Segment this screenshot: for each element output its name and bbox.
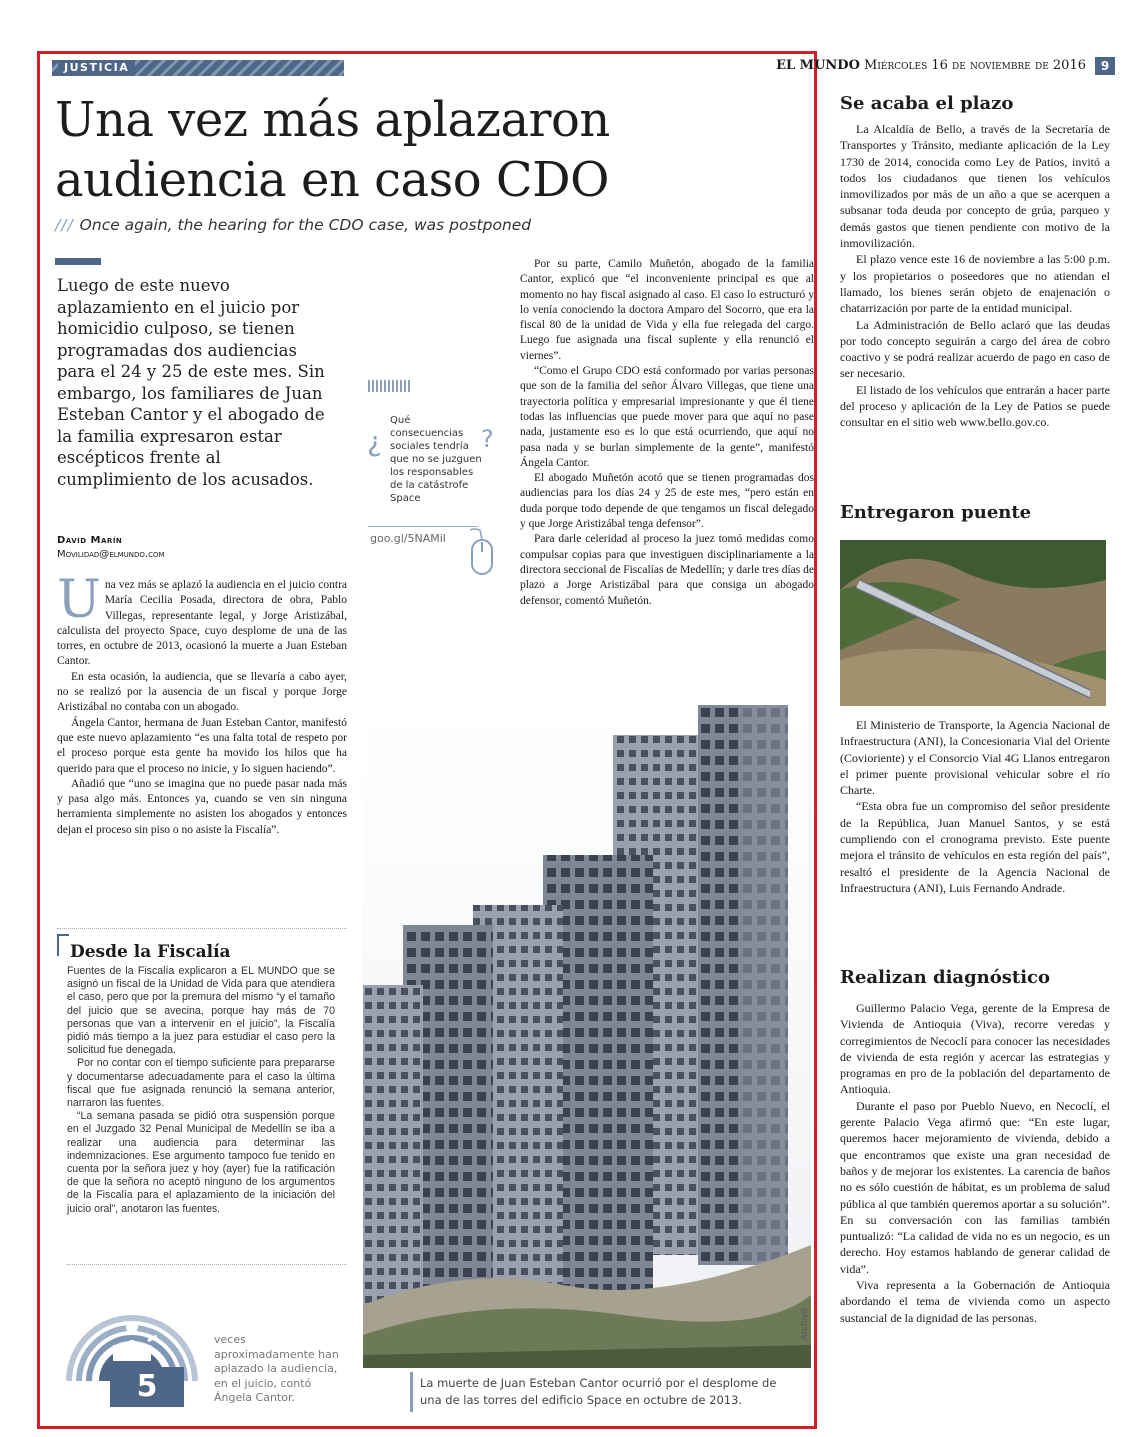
bridge-photo: [840, 540, 1106, 706]
newspaper-name: EL MUNDO: [776, 58, 860, 73]
paragraph: En esta ocasión, la audiencia, que se llevaría a cabo ayer, no se realizó por la ausencia de un fiscal y porque Jorge Aristizábal no contaba con un abogado.: [57, 670, 347, 714]
paragraph: La Administración de Bello aclaró que las deudas por todo concepto seguirán a cargo del área de cobro coactivo y se podrá realizar acuerdo de pago en caso de ser necesario.: [840, 317, 1110, 381]
photo-credit: Archivo: [800, 1308, 810, 1340]
question-open-mark: ¿: [367, 425, 382, 458]
paragraph: Por no contar con el tiempo suficiente para prepararse y documentarse adecuadamente para el caso la última fiscal que fue asignada renunció la semana anterior, narraron las fuentes.: [67, 1057, 335, 1110]
fiscalia-bracket: [57, 934, 69, 956]
paragraph: Una vez más se aplazó la audiencia en el juicio contra María Cecilia Posada, directora de obra, Pablo Villegas, representante legal, y Jorge Aristizábal, calculista del proyecto Space, cuyo desplome de una de las torres, en octubre de 2013, ocasionó la muerte a Juan Esteban Cantor.: [57, 570, 347, 668]
headline: Una vez más aplazaron audiencia en caso CDO: [55, 92, 610, 208]
sidebar-title-diagnostico: Realizan diagnóstico: [840, 967, 1051, 988]
paragraph: Para darle celeridad al proceso la juez tomó medidas como compulsar copias para que investiguen disciplinariamente a la directora seccional de Fiscalías de Medellín; y darle tres días de plazo a Jorge Aristizábal para que consiga un abogado defensor, comentó Muñetón.: [520, 533, 814, 607]
paragraph: El abogado Muñetón acotó que se tienen programadas dos audiencias para los días 24 y 25 de este mes, “pero están en duda porque todo depende de que tengamos un fiscal delegado y que Jorge Aristizábal tenga defensor”.: [520, 472, 814, 531]
fiscalia-body: [67, 965, 335, 1216]
author-email: Movilidad@elmundo.com: [57, 549, 165, 560]
photo-caption: La muerte de Juan Esteban Cantor ocurrió por el desplome de una de las torres del edificio Space en octubre de 2013.: [420, 1376, 777, 1407]
article-column-2: [520, 257, 814, 609]
stat-number: 5: [136, 1369, 158, 1404]
mouse-icon: [470, 528, 496, 578]
paragraph: Viva representa a la Gobernación de Antioquia abordando el tema de vivienda como un aspecto sustancial de la dignidad de las personas.: [840, 1278, 1110, 1325]
drop-cap: U: [57, 570, 101, 630]
subheadline: [55, 216, 531, 234]
paragraph: “La semana pasada se pidió otra suspensión porque en el Juzgado 32 Penal Municipal de Medellín se iba a realizar una audiencia para determinar las indemnizaciones. Ese argumento tampoco fue tenido en cuenta por la señora juez y hoy (ayer) fue la ratificación de que la señora no aceptó ninguno de los argumentos de la Fiscalía para el aplazamiento de la iniciación del juicio oral”, anotaron las fuentes.: [67, 1110, 335, 1215]
section-label: JUSTICIA: [58, 60, 135, 76]
paragraph: Por su parte, Camilo Muñetón, abogado de la familia Cantor, explicó que “el inconveniente principal es que al momento no hay fiscal asignado al caso. El caso lo estructuró y lo venía conociendo la doctora Amparo del Socorro, que era la fiscal 80 de la unidad de Vida y ella fue relegada del cargo. Luego fue asignada una fiscal suplente y ella renunció el viernes”.: [520, 258, 814, 362]
question-close-mark: ?: [481, 425, 494, 453]
paragraph: Añadió que “uno se imagina que no puede pasar nada más y pasa algo más. Entonces ya, cuando se ven sin ninguna herramienta simplemente no asisten los abogados y entonces dejan el proceso sin piso o no asiste la Fiscalía”.: [57, 777, 347, 836]
question-link[interactable]: goo.gl/5NAMil: [370, 532, 446, 545]
paragraph: Guillermo Palacio Vega, gerente de la Empresa de Vivienda de Antioquia (Viva), recorre veredas y corregimientos de Necoclí para conocer las necesidades de vivienda de esta región y acercar las estrategias y programas en pro de la población del departamento de Antioquia.: [840, 1001, 1110, 1097]
paragraph: “Esta obra fue un compromiso del señor presidente de la República, Juan Manuel Santos, y se está cumpliendo con el cronograma previsto. Este puente mejora el tránsito de vehículos en esta región del país”, resaltó el presidente de la Agencia Nacional de Infraestructura (ANI), Luis Fernando Andrade.: [840, 799, 1110, 895]
paragraph: El plazo vence este 16 de noviembre a las 5:00 p.m. y los propietarios o poseedores que no atiendan el llamado, los bienes serán objeto de enajenación o chatarrización por parte de la entidad municipal.: [840, 252, 1110, 316]
subhead-text: Once again, the hearing for the CDO case, was postponed: [79, 216, 532, 234]
masthead: [776, 58, 1086, 73]
question-strip: [368, 380, 410, 392]
sidebar-title-puente: Entregaron puente: [840, 502, 1032, 523]
fiscalia-divider: [57, 928, 347, 930]
lead-paragraph: Luego de este nuevo aplazamiento en el juicio por homicidio culposo, se tienen programadas dos audiencias para el 24 y 25 de este mes. Sin embargo, los familiares de Juan Esteban Cantor y el abogado de la familia expresaron estar escépticos frente al cumplimiento de los acusados.: [57, 276, 325, 489]
paragraph: El Ministerio de Transporte, la Agencia Nacional de Infraestructura (ANI), la Concesionaria Vial del Oriente (Covioriente) y el Consorcio Vial 4G Llanos entregaron el primer puente provisional vehicular sobre el río Charte.: [840, 718, 1110, 798]
paragraph: Fuentes de la Fiscalía explicaron a EL MUNDO que se asignó un fiscal de la Unidad de Vida para que atendiera el caso, pero que por la premura del mismo “y el tamaño del juicio que se avecina, porque hay más de 70 personas que van a intervenir en el juicio”, la Fiscalía pidió más tiempo a la juez para estudiar el caso pero la solicitud fue denegada.: [67, 965, 335, 1057]
fiscalia-end-divider: [67, 1264, 347, 1266]
sidebar-body-diagnostico: [840, 1000, 1110, 1326]
article-column-1: [57, 570, 347, 838]
question-text: Qué consecuencias sociales tendría que no se juzguen los responsables de la catástrofe Space: [390, 415, 482, 504]
building-photo: [363, 705, 811, 1368]
paragraph: “Como el Grupo CDO está conformado por varias personas que son de la familia del señor Álvaro Villegas, que tiene una trayectoria política y empresarial impresionante y que él tiene todas las influencias que puede mover para que aquí no pase nada, justamente eso es lo que está ocurriendo, que aquí no pasa nada y se burlan simplemente de la gente”, manifestó Ángela Cantor.: [520, 365, 814, 469]
sidebar-body-puente: [840, 717, 1110, 896]
paragraph: Ángela Cantor, hermana de Juan Esteban Cantor, manifestó que este nuevo aplazamiento “es una falta total de respeto por el proceso porque esta gente ha movido los hilos que ha querido para que el proceso no inicie, y lo siguen haciendo”.: [57, 716, 347, 775]
page-number: 9: [1095, 57, 1115, 75]
fiscalia-title: Desde la Fiscalía: [70, 942, 231, 962]
subhead-slashes: ///: [55, 216, 74, 234]
paragraph: El listado de los vehículos que entrarán a hacer parte del proceso y aplicación de la Ley de Patios se puede consultar en el sitio web www.bello.gov.co.: [840, 382, 1110, 430]
sidebar-title-plazo: Se acaba el plazo: [840, 93, 1014, 114]
paragraph: La Alcaldía de Bello, a través de la Secretaría de Transportes y Tránsito, mediante aplicación de la Ley 1730 de 2014, conocida como Ley de Patios, invitó a todos los ciudadanos que tienen los vehículos inmovilizados por más de un año a que se acerquen a subsanar toda deuda por concepto de grúa, parqueo y demás gastos que tienen pendiente con motivo de la inmovilización.: [840, 122, 1110, 251]
stat-text: veces aproximadamente han aplazado la audiencia, en el juicio, contó Ángela Cantor.: [214, 1333, 339, 1404]
paragraph: Durante el paso por Pueblo Nuevo, en Necoclí, el gerente Palacio Vega afirmó que: “En este lugar, queremos hacer mejoramiento de vivienda, debido a que encontramos que existe una gran necesidad de baños y de mejorar los existentes. La carencia de baños no es sólo cuestión de hábitat, es un problema de salud pública al que también queremos aportar a su solución”. En su conversación con las familias también puntualizó: “La calidad de vida no es un negocio, es un derecho. Hoy estamos hablando de generar calidad de vida”.: [840, 1098, 1110, 1276]
sidebar-body-plazo: [840, 121, 1110, 431]
caption-bar: [410, 1372, 413, 1412]
lead-bar: [55, 258, 101, 265]
question-divider: [368, 526, 478, 527]
issue-date: Miércoles 16 de noviembre de 2016: [864, 58, 1086, 73]
author-name: David Marín: [57, 535, 123, 546]
